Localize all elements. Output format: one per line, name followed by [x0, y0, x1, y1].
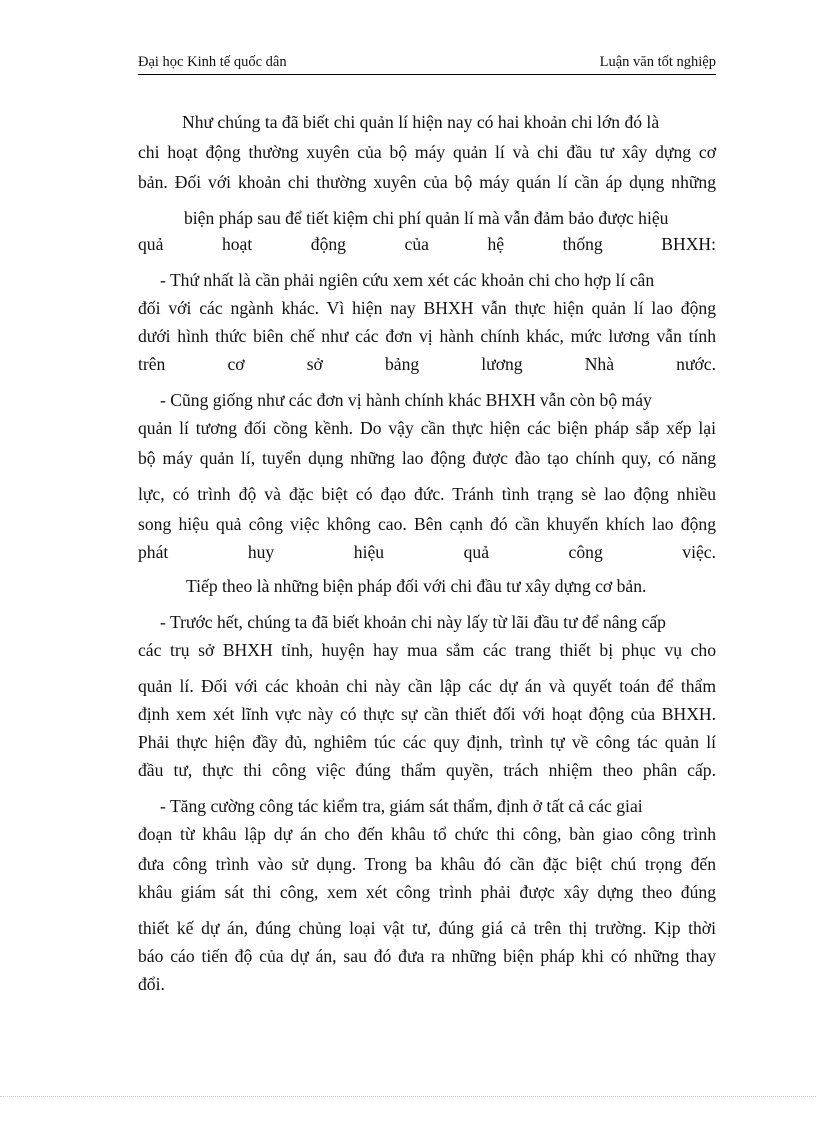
text-line: khâu giám sát thi công, xem xét công trình phải được xây dựng theo đúng — [138, 882, 716, 902]
text-line: phát huy hiệu quả công việc. — [138, 542, 716, 562]
text-line: lực, có trình độ và đặc biệt có đạo đức. Tránh tình trạng sè lao động nhiều — [138, 484, 716, 504]
text-line: trên cơ sở bảng lương Nhà nước. — [138, 354, 716, 374]
text-line: - Cũng giống như các đơn vị hành chính khác BHXH vẫn còn bộ máy — [160, 390, 652, 410]
text-line: Như chúng ta đã biết chi quản lí hiện nay có hai khoản chi lớn đó là — [182, 112, 660, 132]
header-university: Đại học Kinh tế quốc dân — [138, 54, 287, 70]
text-line: song hiệu quả công việc không cao. Bên cạnh đó cần khuyến khích lao động — [138, 514, 716, 534]
text-line: đổi. — [138, 974, 165, 994]
text-line: quản lí tương đối cồng kềnh. Do vậy cần thực hiện các biện pháp sắp xếp lại — [138, 418, 716, 438]
text-line: - Thứ nhất là cần phải ngiên cứu xem xét các khoản chi cho hợp lí cân — [160, 270, 655, 290]
text-line: định xem xét lĩnh vực này có thực sự cần thiết đối với hoạt động của BHXH. — [138, 704, 716, 724]
text-line: - Trước hết, chúng ta đã biết khoản chi này lấy từ lãi đầu tư để nâng cấp — [160, 612, 666, 632]
text-line: dưới hình thức biên chế như các đơn vị hành chính khác, mức lương vẫn tính — [138, 326, 716, 346]
page-bottom-rule — [0, 1096, 816, 1097]
text-line: đầu tư, thực thi công việc đúng thẩm quyền, trách nhiệm theo phân cấp. — [138, 760, 716, 780]
text-line: biện pháp sau để tiết kiệm chi phí quản lí mà vẫn đảm bảo được hiệu — [184, 208, 669, 228]
page-header — [138, 52, 716, 74]
text-line: đoạn từ khâu lập dự án cho đến khâu tổ chức thi công, bàn giao công trình — [138, 824, 716, 844]
header-thesis-label: Luận văn tốt nghiệp — [599, 54, 716, 70]
text-line: quả hoạt động của hệ thống BHXH: — [138, 234, 716, 254]
text-line: chi hoạt động thường xuyên của bộ máy quản lí và chi đầu tư xây dựng cơ — [138, 142, 716, 162]
text-line: các trụ sở BHXH tỉnh, huyện hay mua sắm các trang thiết bị phục vụ cho — [138, 640, 716, 660]
text-line: thiết kế dự án, đúng chủng loại vật tư, đúng giá cả trên thị trường. Kịp thời — [138, 918, 716, 938]
text-line: bản. Đối với khoản chi thường xuyên của bộ máy quán lí cần áp dụng những — [138, 172, 716, 192]
text-line: bộ máy quản lí, tuyển dụng những lao động được đào tạo chính quy, có năng — [138, 448, 716, 468]
text-line: Tiếp theo là những biện pháp đối với chi đầu tư xây dựng cơ bản. — [186, 576, 647, 596]
text-line: đưa công trình vào sử dụng. Trong ba khâu đó cần đặc biệt chú trọng đến — [138, 854, 716, 874]
text-line: báo cáo tiến độ của dự án, sau đó đưa ra những biện pháp khi có những thay — [138, 946, 716, 966]
text-line: Phải thực hiện đầy đủ, nghiêm túc các quy định, trình tự về công tác quản lí — [138, 732, 716, 752]
text-line: đối với các ngành khác. Vì hiện nay BHXH vẫn thực hiện quản lí lao động — [138, 298, 716, 318]
text-line: quản lí. Đối với các khoản chi này cần lập các dự án và quyết toán để thẩm — [138, 676, 716, 696]
text-line: - Tăng cường công tác kiểm tra, giám sát thẩm, định ở tất cả các giai — [160, 796, 643, 816]
header-rule — [138, 74, 716, 75]
